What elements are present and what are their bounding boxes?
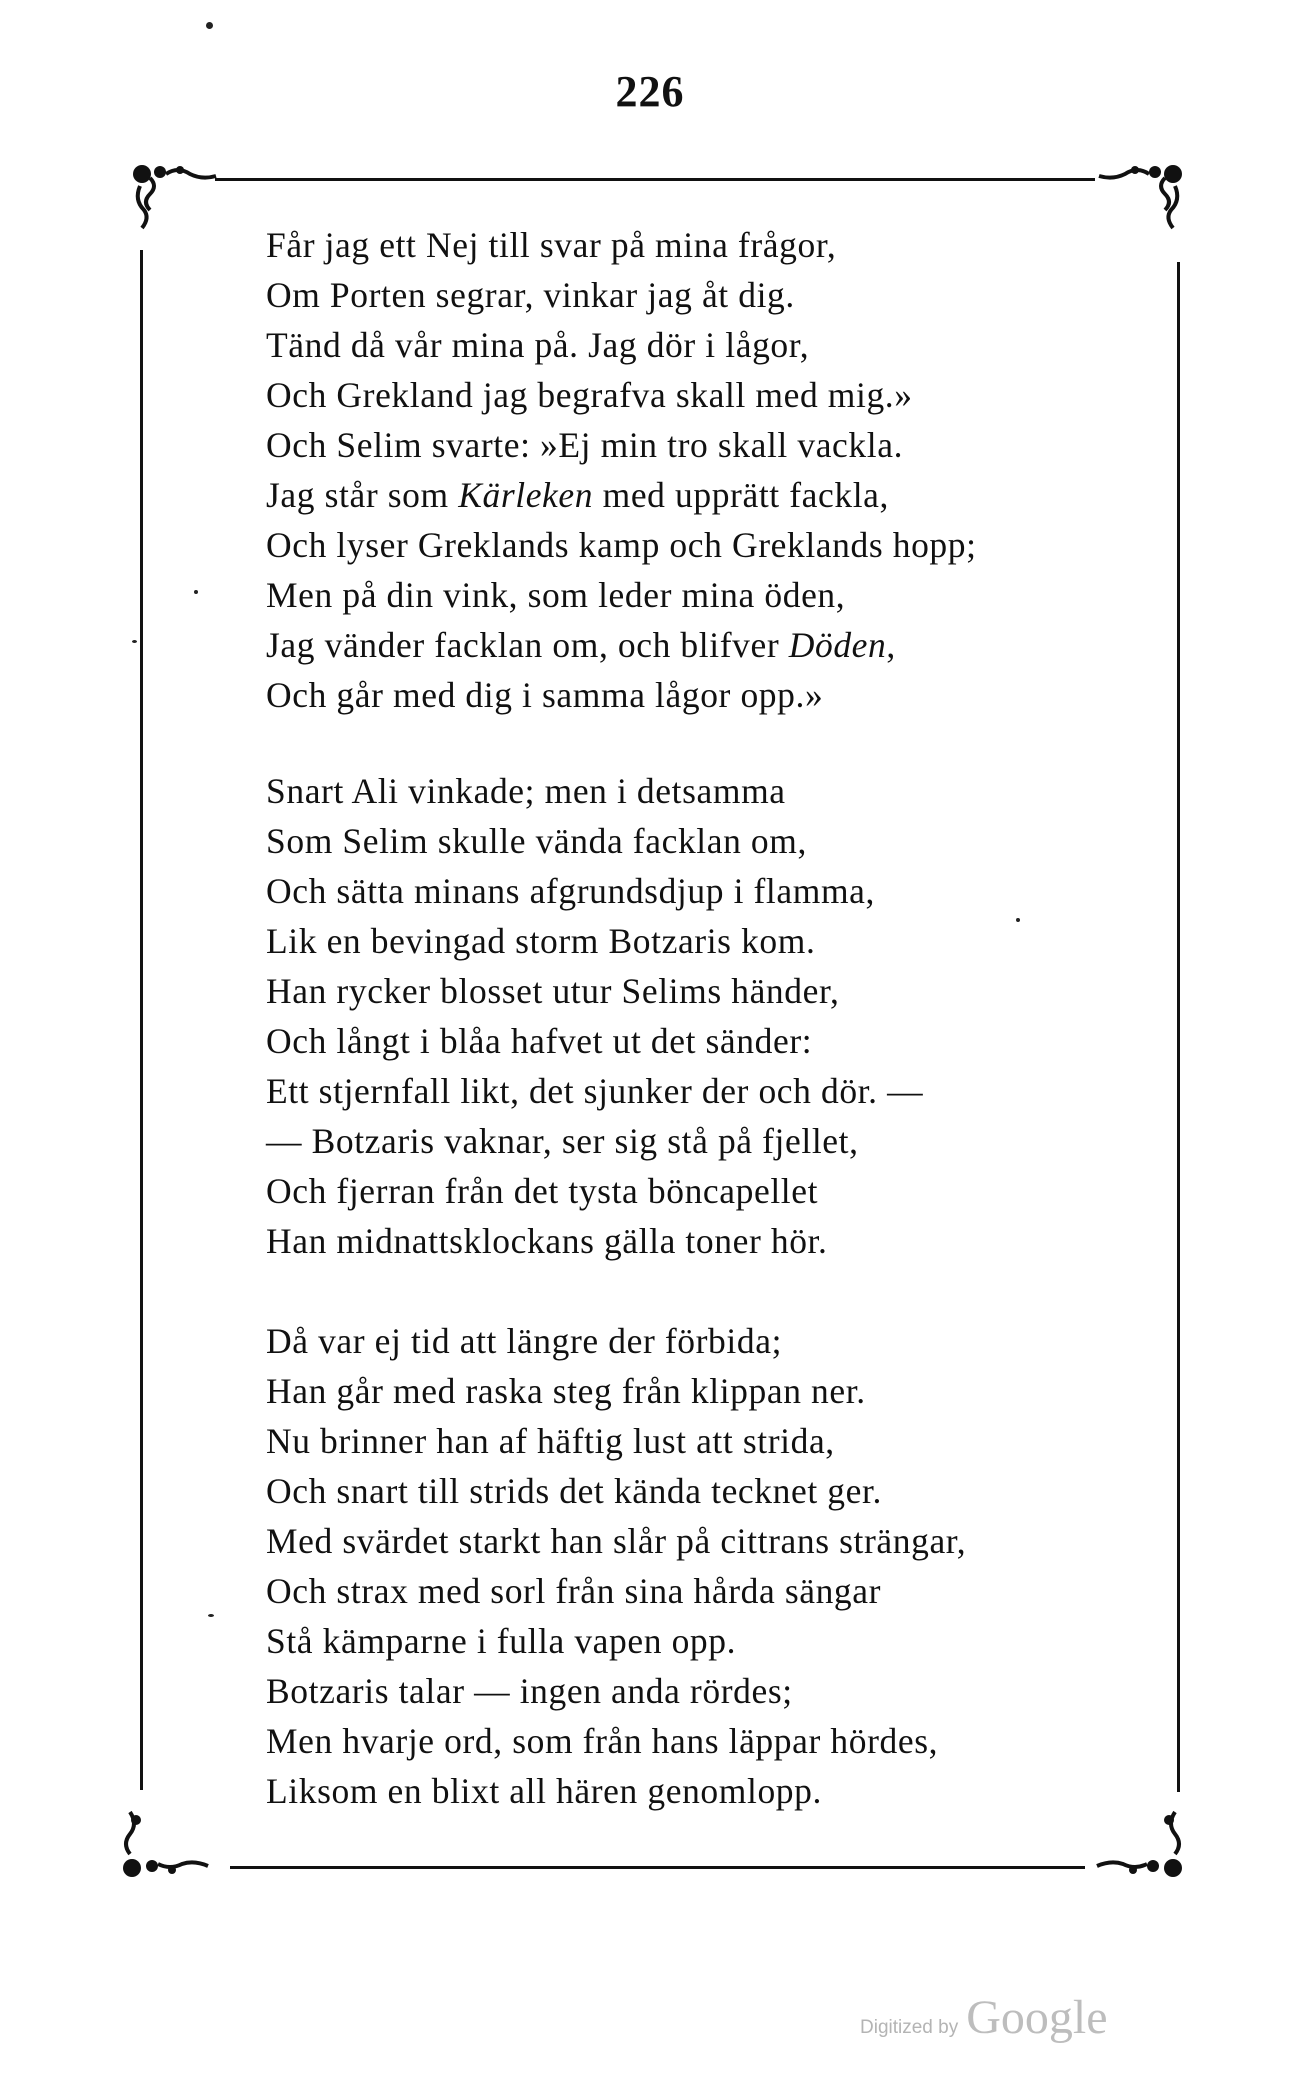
- verse-line: Då var ej tid att längre der förbida;: [266, 1321, 783, 1361]
- verse-line: Han midnattsklockans gälla toner hör.: [266, 1221, 828, 1261]
- corner-ornament-bottom-left: [110, 1780, 220, 1890]
- verse-line: Och fjerran från det tysta böncapellet: [266, 1171, 819, 1211]
- verse-line: Snart Ali vinkade; men i detsamma: [266, 771, 786, 811]
- frame-bottom-line: [230, 1866, 1085, 1869]
- verse-line: Tänd då vår mina på. Jag dör i lågor,: [266, 325, 810, 365]
- verse-line: Och lyser Greklands kamp och Greklands hopp;: [266, 525, 977, 565]
- verse-line: [266, 620, 977, 670]
- verse-line: Och går med dig i samma lågor opp.»: [266, 675, 824, 715]
- italic-word: Döden: [788, 625, 887, 665]
- frame-right-line: [1177, 262, 1180, 1792]
- digitized-by-google-watermark: [860, 1990, 1108, 2045]
- scan-speck: [208, 1614, 214, 1617]
- corner-ornament-bottom-right: [1085, 1780, 1195, 1890]
- watermark-prefix: Digitized by: [860, 2017, 959, 2038]
- verse-text: Jag vänder facklan om, och blifver: [266, 625, 789, 665]
- corner-ornament-top-left: [120, 150, 230, 260]
- scan-speck: [132, 640, 137, 643]
- italic-word: Kärleken: [458, 475, 594, 515]
- verse-line: Han går med raska steg från klippan ner.: [266, 1371, 866, 1411]
- verse-text: med upprätt fackla,: [593, 475, 890, 515]
- frame-top-line: [215, 178, 1095, 181]
- verse-line: Med svärdet starkt han slår på cittrans strängar,: [266, 1521, 967, 1561]
- verse-text: Jag står som: [266, 475, 459, 515]
- verse-line: — Botzaris vaknar, ser sig stå på fjellet,: [266, 1121, 859, 1161]
- stanza-3: [266, 1316, 966, 1816]
- verse-line: Och Grekland jag begrafva skall med mig.»: [266, 375, 913, 415]
- verse-line: Men på din vink, som leder mina öden,: [266, 575, 846, 615]
- verse-line: Liksom en blixt all hären genomlopp.: [266, 1771, 822, 1811]
- corner-ornament-top-right: [1085, 150, 1195, 260]
- verse-line: Lik en bevingad storm Botzaris kom.: [266, 921, 816, 961]
- verse-line: Stå kämparne i fulla vapen opp.: [266, 1621, 737, 1661]
- verse-line: Får jag ett Nej till svar på mina frågor,: [266, 225, 837, 265]
- verse-line: Och långt i blåa hafvet ut det sänder:: [266, 1021, 813, 1061]
- scan-speck: [194, 590, 198, 594]
- frame-left-line: [140, 250, 143, 1790]
- verse-line: Och Selim svarte: »Ej min tro skall vackla.: [266, 425, 904, 465]
- verse-line: Han rycker blosset utur Selims händer,: [266, 971, 840, 1011]
- verse-line: Ett stjernfall likt, det sjunker der och dör. —: [266, 1071, 924, 1111]
- verse-line: Och sätta minans afgrundsdjup i flamma,: [266, 871, 876, 911]
- page-number: 226: [615, 67, 685, 116]
- verse-line: Som Selim skulle vända facklan om,: [266, 821, 807, 861]
- scan-speck: [206, 22, 213, 29]
- verse-line: Men hvarje ord, som från hans läppar hördes,: [266, 1721, 939, 1761]
- verse-line: Nu brinner han af häftig lust att strida,: [266, 1421, 835, 1461]
- verse-line: [266, 470, 977, 520]
- stanza-1: [266, 220, 977, 720]
- scan-speck: [1016, 918, 1020, 922]
- verse-text: ,: [886, 625, 896, 665]
- verse-line: Om Porten segrar, vinkar jag åt dig.: [266, 275, 795, 315]
- google-logo: Google: [966, 1991, 1108, 2044]
- stanza-2: [266, 766, 923, 1266]
- verse-line: Och snart till strids det kända tecknet ger.: [266, 1471, 882, 1511]
- verse-line: Botzaris talar — ingen anda rördes;: [266, 1671, 793, 1711]
- verse-line: Och strax med sorl från sina hårda sängar: [266, 1571, 882, 1611]
